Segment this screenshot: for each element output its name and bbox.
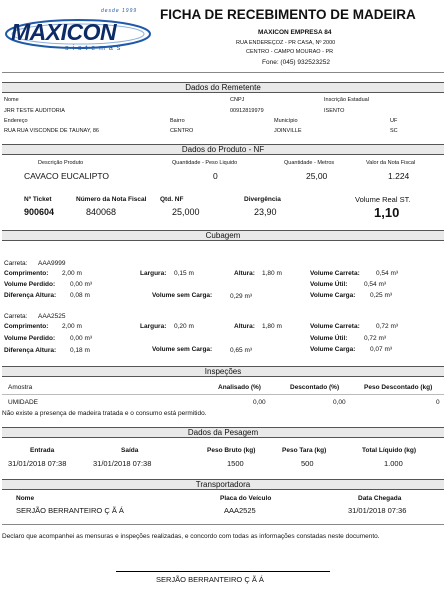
section-pesagem	[2, 427, 444, 438]
dif-altura-value: 0,18 m	[70, 347, 90, 354]
section-remetente	[2, 82, 444, 93]
produto-divergencia: 23,90	[254, 207, 277, 217]
produto-qtd-peso: 0	[213, 171, 218, 181]
remetente-endereco: RUA RUA VISCONDE DE TAUNAY, 86	[4, 128, 99, 134]
produto-qtd-nf: 25,000	[172, 207, 200, 217]
pesagem-saida-label: Saída	[121, 447, 139, 454]
transportadora-placa-label: Placa do Veículo	[220, 495, 272, 502]
produto-descricao: CAVACO EUCALIPTO	[24, 171, 110, 181]
altura-value: 1,80 m	[262, 270, 282, 277]
inspecao-descontado: 0,00	[333, 399, 346, 406]
remetente-municipio-label: Município	[274, 118, 298, 124]
dif-altura-label: Diferença Altura:	[4, 292, 57, 299]
section-cubagem	[2, 230, 444, 241]
carreta-plate: AAA9999	[38, 260, 66, 267]
altura-label: Altura:	[234, 323, 255, 330]
produto-descricao-label: Descrição Produto	[38, 160, 84, 166]
remetente-nome-label: Nome	[4, 97, 19, 103]
inspecoes-peso-desc-label: Peso Descontado (kg)	[364, 384, 433, 391]
inspecao-amostra: UMIDADE	[8, 399, 38, 406]
carreta-label: Carreta:	[4, 260, 28, 267]
pesagem-bruto-label: Peso Bruto (kg)	[207, 447, 256, 454]
inspecoes-note: Não existe a presença de madeira tratada e o consumo está permitido.	[2, 410, 207, 417]
vol-perdido-label: Volume Perdido:	[4, 281, 56, 288]
produto-valor: 1.224	[388, 171, 410, 181]
transportadora-placa: AAA2525	[224, 506, 256, 515]
company-address-2: CENTRO - CAMPO MOURAO - PR	[246, 49, 334, 55]
vol-carga-value: 0,07 m³	[370, 346, 393, 353]
produto-qtd-metros: 25,00	[306, 171, 328, 181]
inspecoes-amostra-label: Amostra	[8, 384, 33, 391]
inspecoes-descontado-label: Descontado (%)	[290, 384, 340, 391]
pesagem-tara-label: Peso Tara (kg)	[282, 447, 327, 454]
altura-label: Altura:	[234, 270, 255, 277]
signature-line	[116, 571, 330, 572]
vol-carga-value: 0,25 m³	[370, 292, 393, 299]
remetente-cnpj-label: CNPJ	[230, 97, 245, 103]
pesagem-tara: 500	[301, 459, 314, 468]
altura-value: 1,80 m	[262, 323, 282, 330]
carreta-label: Carreta:	[4, 313, 28, 320]
transportadora-data: 31/01/2018 07:36	[348, 506, 407, 515]
vol-sem-carga-value: 0,29 m³	[230, 293, 253, 300]
carreta-plate: AAA2525	[38, 313, 66, 320]
logo-tagline: desde 1999	[101, 8, 138, 14]
remetente-bairro: CENTRO	[170, 128, 194, 134]
pesagem-bruto: 1500	[227, 459, 244, 468]
produto-nota: 840068	[86, 207, 117, 217]
pesagem-liquido-label: Total Líquido (kg)	[362, 447, 417, 454]
section-title-inspecoes: Inspeções	[204, 367, 242, 376]
remetente-uf-label: UF	[390, 118, 398, 124]
vol-sem-carga-label: Volume sem Carga:	[152, 292, 213, 299]
company-logo	[3, 8, 153, 60]
largura-label: Largura:	[140, 323, 167, 330]
largura-value: 0,20 m	[174, 323, 194, 330]
largura-value: 0,15 m	[174, 270, 194, 277]
pesagem-liquido: 1.000	[384, 459, 403, 468]
vol-carga-label: Volume Carga:	[310, 292, 356, 299]
remetente-ie: ISENTO	[324, 108, 345, 114]
section-title-produto: Dados do Produto - NF	[181, 145, 265, 154]
inspecoes-analisado-label: Analisado (%)	[218, 384, 261, 391]
produto-ticket-label: Nº Ticket	[24, 196, 52, 203]
largura-label: Largura:	[140, 270, 167, 277]
dif-altura-value: 0,08 m	[70, 292, 90, 299]
comprimento-label: Comprimento:	[4, 270, 49, 277]
logo-text: MAXICON	[11, 19, 117, 45]
company-name: MAXICON EMPRESA 84	[258, 29, 332, 36]
transportadora-divider	[2, 524, 444, 525]
inspecao-analisado: 0,00	[253, 399, 266, 406]
produto-valor-label: Valor da Nota Fiscal	[366, 160, 416, 166]
produto-volume: 1,10	[374, 205, 400, 220]
remetente-cnpj: 00912819979	[230, 108, 264, 114]
transportadora-nome: SERJÃO BERRANTEIRO Ç Ã Á	[16, 506, 124, 515]
remetente-municipio: JOINVILLE	[274, 128, 302, 134]
vol-util-label: Volume Útil:	[310, 335, 348, 342]
vol-carreta-value: 0,54 m³	[376, 270, 399, 277]
section-title-transportadora: Transportadora	[195, 480, 251, 489]
dif-altura-label: Diferença Altura:	[4, 347, 57, 354]
vol-sem-carga-label: Volume sem Carga:	[152, 346, 213, 353]
vol-perdido-value: 0,00 m³	[70, 335, 93, 342]
vol-sem-carga-value: 0,65 m³	[230, 347, 253, 354]
signature-name: SERJÃO BERRANTEIRO Ç Ã Á	[156, 575, 264, 584]
transportadora-nome-label: Nome	[16, 495, 35, 502]
vol-util-label: Volume Útil:	[310, 281, 348, 288]
inspecao-peso-desc: 0	[436, 399, 440, 406]
vol-perdido-label: Volume Perdido:	[4, 335, 56, 342]
comprimento-label: Comprimento:	[4, 323, 49, 330]
produto-nota-label: Número da Nota Fiscal	[76, 196, 147, 203]
document-title: FICHA DE RECEBIMENTO DE MADEIRA	[160, 7, 416, 22]
section-title-cubagem: Cubagem	[205, 231, 241, 240]
remetente-uf: SC	[390, 128, 398, 134]
transportadora-data-label: Data Chegada	[358, 495, 402, 502]
section-transportadora	[2, 479, 444, 490]
comprimento-value: 2,00 m	[62, 323, 82, 330]
logo-sub: s i s t e m a s	[65, 45, 122, 52]
section-title-pesagem: Dados da Pesagem	[187, 428, 259, 437]
remetente-nome: JRR TESTE AUDITORIA	[4, 108, 65, 114]
vol-carreta-label: Volume Carreta:	[310, 323, 360, 330]
produto-ticket: 900604	[24, 207, 55, 217]
vol-carreta-value: 0,72 m³	[376, 323, 399, 330]
pesagem-saida: 31/01/2018 07:38	[93, 459, 152, 468]
vol-util-value: 0,54 m³	[364, 281, 387, 288]
inspecoes-header-divider	[2, 394, 444, 395]
header-divider	[2, 72, 444, 73]
section-title-remetente: Dados do Remetente	[185, 83, 261, 92]
produto-qtd-nf-label: Qtd. NF	[160, 196, 184, 203]
remetente-bairro-label: Bairro	[170, 118, 185, 124]
company-address-1: RUA ENDEREÇOZ - PR CASA, Nº 2000	[236, 40, 336, 46]
produto-qtd-metros-label: Quantidade - Metros	[284, 160, 335, 166]
pesagem-entrada: 31/01/2018 07:38	[8, 459, 67, 468]
vol-util-value: 0,72 m³	[364, 335, 387, 342]
declaracao-text: Declaro que acompanhei as mensuras e inspeções realizadas, e concordo com todas as informações constadas neste documento.	[2, 533, 380, 540]
vol-carreta-label: Volume Carreta:	[310, 270, 360, 277]
produto-divergencia-label: Divergência	[244, 196, 281, 203]
produto-qtd-peso-label: Quantidade - Peso Liquido	[172, 160, 238, 166]
comprimento-value: 2,00 m	[62, 270, 82, 277]
section-inspecoes	[2, 366, 444, 377]
company-phone: Fone: (045) 932523252	[262, 59, 330, 66]
vol-carga-label: Volume Carga:	[310, 346, 356, 353]
remetente-endereco-label: Endereço	[4, 118, 28, 124]
vol-perdido-value: 0,00 m³	[70, 281, 93, 288]
section-produto	[2, 144, 444, 155]
remetente-ie-label: Inscrição Estadual	[324, 97, 369, 103]
pesagem-entrada-label: Entrada	[30, 447, 55, 454]
produto-volume-label: Volume Real ST.	[355, 195, 411, 204]
